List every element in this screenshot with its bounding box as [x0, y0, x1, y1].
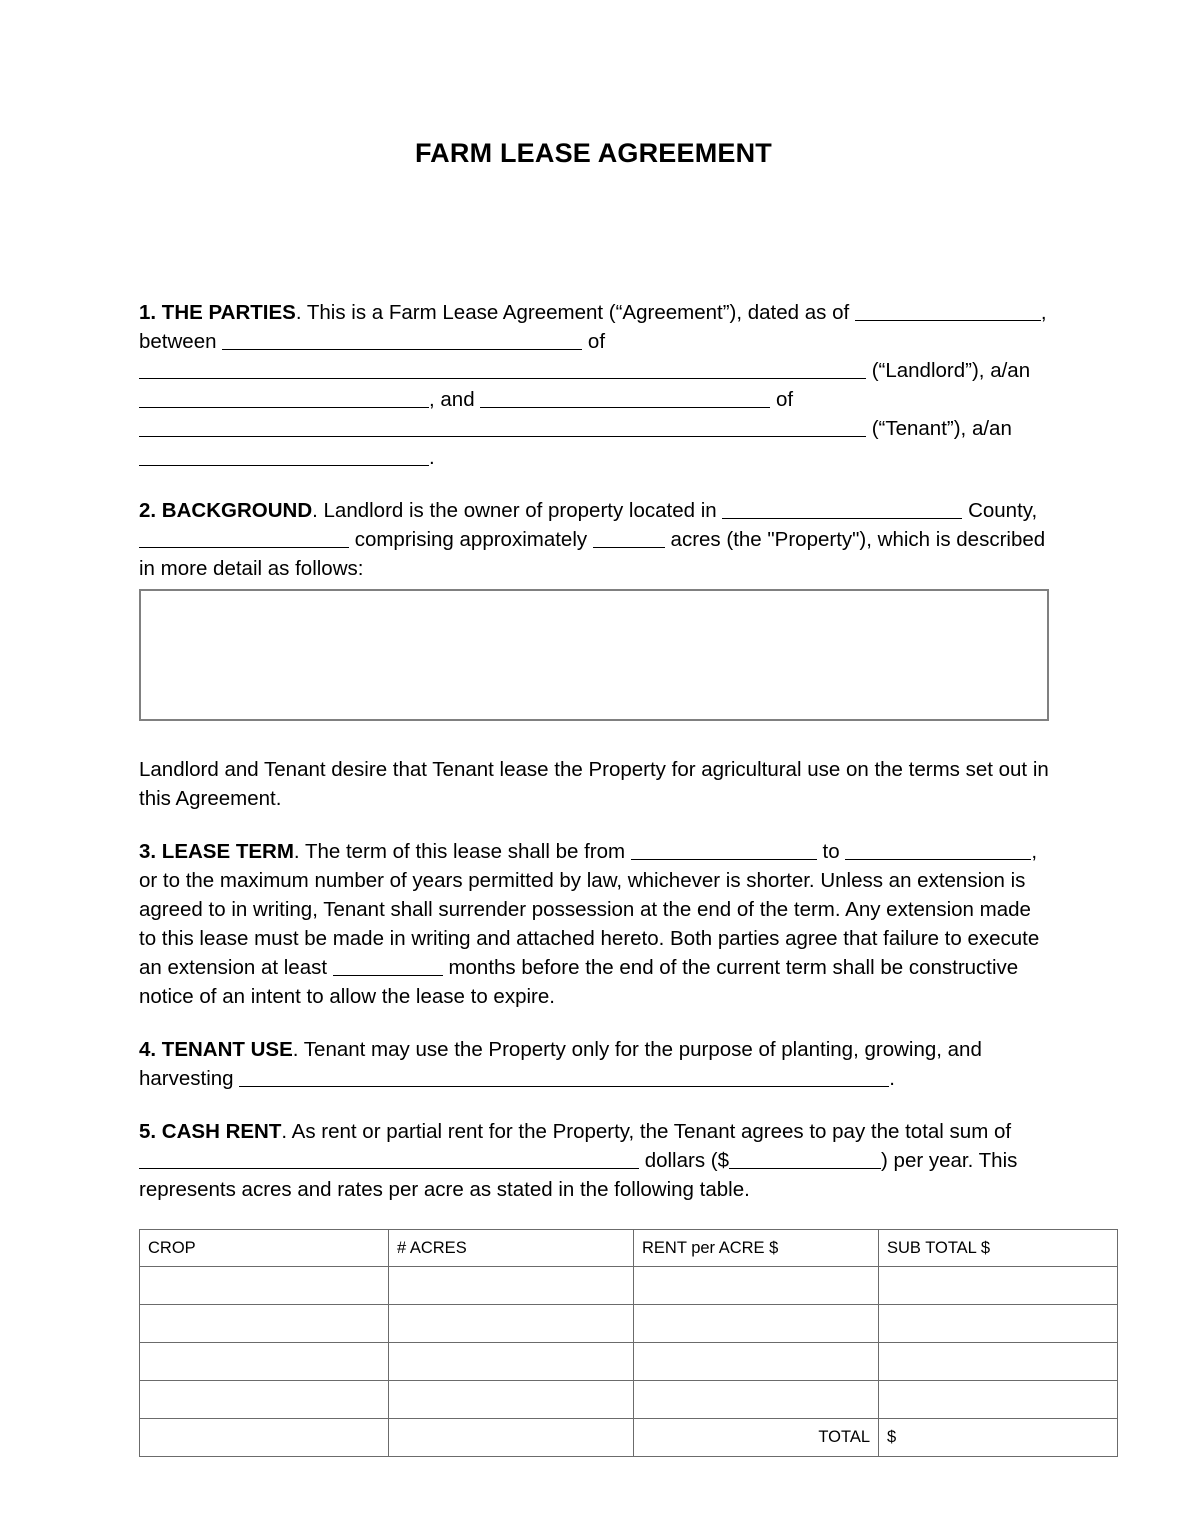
- table-total-value[interactable]: $: [879, 1419, 1118, 1457]
- table-header-acres: # ACRES: [389, 1230, 634, 1267]
- lease-term-text-1: . The term of this lease shall be from: [293, 840, 626, 863]
- tenant-use-text-1: . Tenant may use the Property only for the purpose of planting, growing, and harvesting: [139, 1038, 982, 1090]
- section-heading-cash-rent: 5. CASH RENT: [139, 1120, 282, 1143]
- section-heading-parties: 1. THE PARTIES: [139, 301, 296, 324]
- section-tenant-use: [139, 1035, 1051, 1093]
- table-total-cell-empty-2[interactable]: [389, 1419, 634, 1457]
- parties-landlord-name-blank[interactable]: [222, 329, 582, 350]
- table-cell-sub-total[interactable]: [879, 1381, 1118, 1419]
- parties-text-9: .: [429, 446, 435, 469]
- table-header-row: [140, 1230, 1118, 1267]
- table-row: [140, 1381, 1118, 1419]
- table-cell-rent-per-acre[interactable]: [634, 1381, 879, 1419]
- rent-table: [139, 1229, 1118, 1457]
- cash-rent-text-4: per year. This represents acres and rates per acre as stated in the following table.: [139, 1149, 1018, 1201]
- table-header-sub-total: SUB TOTAL $: [879, 1230, 1118, 1267]
- section-background: [139, 496, 1051, 583]
- lease-term-text-4: months before the end of the current term shall be constructive notice of an intent to allow the lease to expire.: [139, 956, 1019, 1008]
- cash-rent-amount-blank[interactable]: [729, 1148, 881, 1169]
- table-row: [140, 1343, 1118, 1381]
- table-cell-crop[interactable]: [140, 1267, 389, 1305]
- background-text-5: which is described in more detail as follows:: [139, 528, 1046, 580]
- table-cell-sub-total[interactable]: [879, 1305, 1118, 1343]
- section-cash-rent: [139, 1117, 1051, 1204]
- cash-rent-text-1: . As rent or partial rent for the Property, the Tenant agrees to pay the total sum of: [281, 1120, 1012, 1143]
- parties-tenant-entity-blank[interactable]: [139, 445, 429, 466]
- table-cell-rent-per-acre[interactable]: [634, 1305, 879, 1343]
- page-title: FARM LEASE AGREEMENT: [414, 138, 773, 168]
- parties-text-5: a/an: [990, 359, 1031, 382]
- parties-tenant-address-blank[interactable]: [139, 416, 866, 437]
- section-heading-tenant-use: 4. TENANT USE: [139, 1038, 293, 1061]
- background-state-blank[interactable]: [139, 527, 349, 548]
- table-cell-acres[interactable]: [389, 1343, 634, 1381]
- lease-term-start-blank[interactable]: [631, 839, 817, 860]
- table-total-cell-empty-1[interactable]: [140, 1419, 389, 1457]
- table-cell-crop[interactable]: [140, 1343, 389, 1381]
- section-heading-lease-term: 3. LEASE TERM: [139, 840, 294, 863]
- table-row: [140, 1305, 1118, 1343]
- table-row: [140, 1267, 1118, 1305]
- table-cell-acres[interactable]: [389, 1305, 634, 1343]
- background-text-4: acres (the "Property"),: [670, 528, 872, 551]
- parties-text-7: of: [776, 388, 794, 411]
- lease-term-text-3: , or to the maximum number of years permitted by law, whichever is shorter. Unless an extension is agreed to in writing, Tenant shall surrender possession at the end of the term. Any extension made to this lease must be made in writing and attached hereto. Both parties agree that failure to execute an extension at least: [139, 840, 1040, 979]
- background-text-3: comprising approximately: [354, 528, 588, 551]
- tenant-use-text-2: .: [889, 1067, 895, 1090]
- table-cell-rent-per-acre[interactable]: [634, 1343, 879, 1381]
- section-heading-background: 2. BACKGROUND: [139, 499, 313, 522]
- parties-text-3: of: [587, 330, 606, 353]
- tenant-use-crops-blank[interactable]: [239, 1066, 889, 1087]
- lease-term-text-2: to: [822, 840, 840, 863]
- section-lease-term: [139, 837, 1051, 1011]
- desire-paragraph: Landlord and Tenant desire that Tenant lease the Property for agricultural use on the terms set out in this Agreement.: [139, 758, 1049, 810]
- parties-landlord-entity-blank[interactable]: [139, 387, 429, 408]
- table-header-rent-per-acre: RENT per ACRE $: [634, 1230, 879, 1267]
- table-cell-acres[interactable]: [389, 1267, 634, 1305]
- table-header-crop: CROP: [140, 1230, 389, 1267]
- background-county-blank[interactable]: [722, 498, 962, 519]
- cash-rent-words-blank[interactable]: [139, 1148, 639, 1169]
- background-text-1: . Landlord is the owner of property located in: [312, 499, 717, 522]
- cash-rent-text-3: ): [881, 1149, 888, 1172]
- table-total-row: [140, 1419, 1118, 1457]
- table-total-label: TOTAL: [634, 1419, 879, 1457]
- table-cell-rent-per-acre[interactable]: [634, 1267, 879, 1305]
- parties-text-6: , and: [429, 388, 475, 411]
- parties-text-1: . This is a Farm Lease Agreement (“Agreement”), dated as of: [295, 301, 850, 324]
- parties-landlord-address-blank[interactable]: [139, 358, 866, 379]
- table-cell-acres[interactable]: [389, 1381, 634, 1419]
- parties-text-8: (“Tenant”), a/an: [871, 417, 1012, 440]
- lease-term-end-blank[interactable]: [845, 839, 1031, 860]
- document-body: [139, 298, 1051, 1457]
- table-cell-crop[interactable]: [140, 1305, 389, 1343]
- lease-term-months-blank[interactable]: [333, 955, 443, 976]
- background-text-2: County,: [968, 499, 1038, 522]
- parties-text-4: (“Landlord”),: [871, 359, 985, 382]
- property-description-box[interactable]: [139, 589, 1049, 721]
- background-acres-blank[interactable]: [593, 527, 665, 548]
- table-cell-sub-total[interactable]: [879, 1267, 1118, 1305]
- table-cell-crop[interactable]: [140, 1381, 389, 1419]
- table-cell-sub-total[interactable]: [879, 1343, 1118, 1381]
- cash-rent-text-2: dollars ($: [644, 1149, 730, 1172]
- parties-text-2: , between: [139, 301, 1047, 353]
- parties-tenant-name-blank[interactable]: [480, 387, 770, 408]
- section-the-parties: [139, 298, 1051, 472]
- parties-date-blank[interactable]: [855, 300, 1041, 321]
